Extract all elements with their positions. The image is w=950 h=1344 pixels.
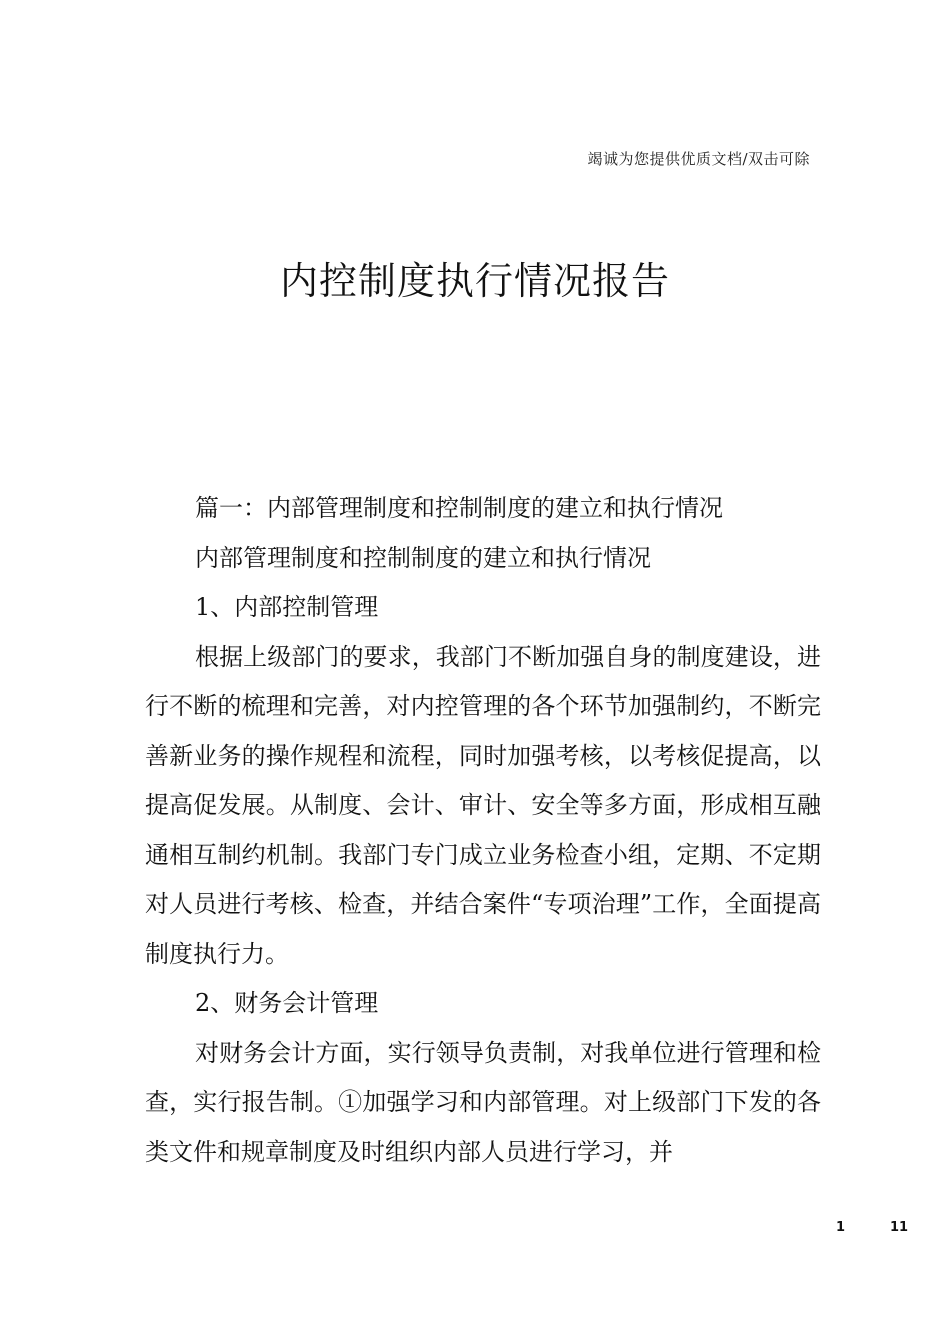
subsection-heading: 内部管理制度和控制制度的建立和执行情况 — [195, 543, 651, 572]
body-paragraph: 根据上级部门的要求，我部门不断加强自身的制度建设，进行不断的梳理和完善，对内控管理的各个环节加强制约，不断完善新业务的操作规程和流程，同时加强考核，以考核促提高，以提高促发展。从制度、会计、审计、安全等多方面，形成相互融通相互制约机制。我部门专门成立业务检查小组，定期、不定期对人员进行考核、检查，并结合案件“专项治理”工作，全面提高制度执行力。 — [145, 642, 821, 968]
document-title: 内控制度执行情况报告 — [279, 259, 670, 303]
page-number-total: 11 — [890, 1220, 909, 1235]
section-heading: 篇一：内部管理制度和控制制度的建立和执行情况 — [195, 494, 723, 522]
item-heading: 2、财务会计管理 — [195, 989, 379, 1017]
body-paragraph: 对财务会计方面，实行领导负责制，对我单位进行管理和检查，实行报告制。①加强学习和内部管理。对上级部门下发的各类文件和规章制度及时组织内部人员进行学习，并 — [145, 1038, 821, 1166]
header-note: 竭诚为您提供优质文档/双击可除 — [587, 150, 810, 168]
page-number-current: 1 — [836, 1220, 846, 1235]
item-heading: 1、内部控制管理 — [195, 593, 379, 621]
document-body — [145, 484, 821, 1177]
